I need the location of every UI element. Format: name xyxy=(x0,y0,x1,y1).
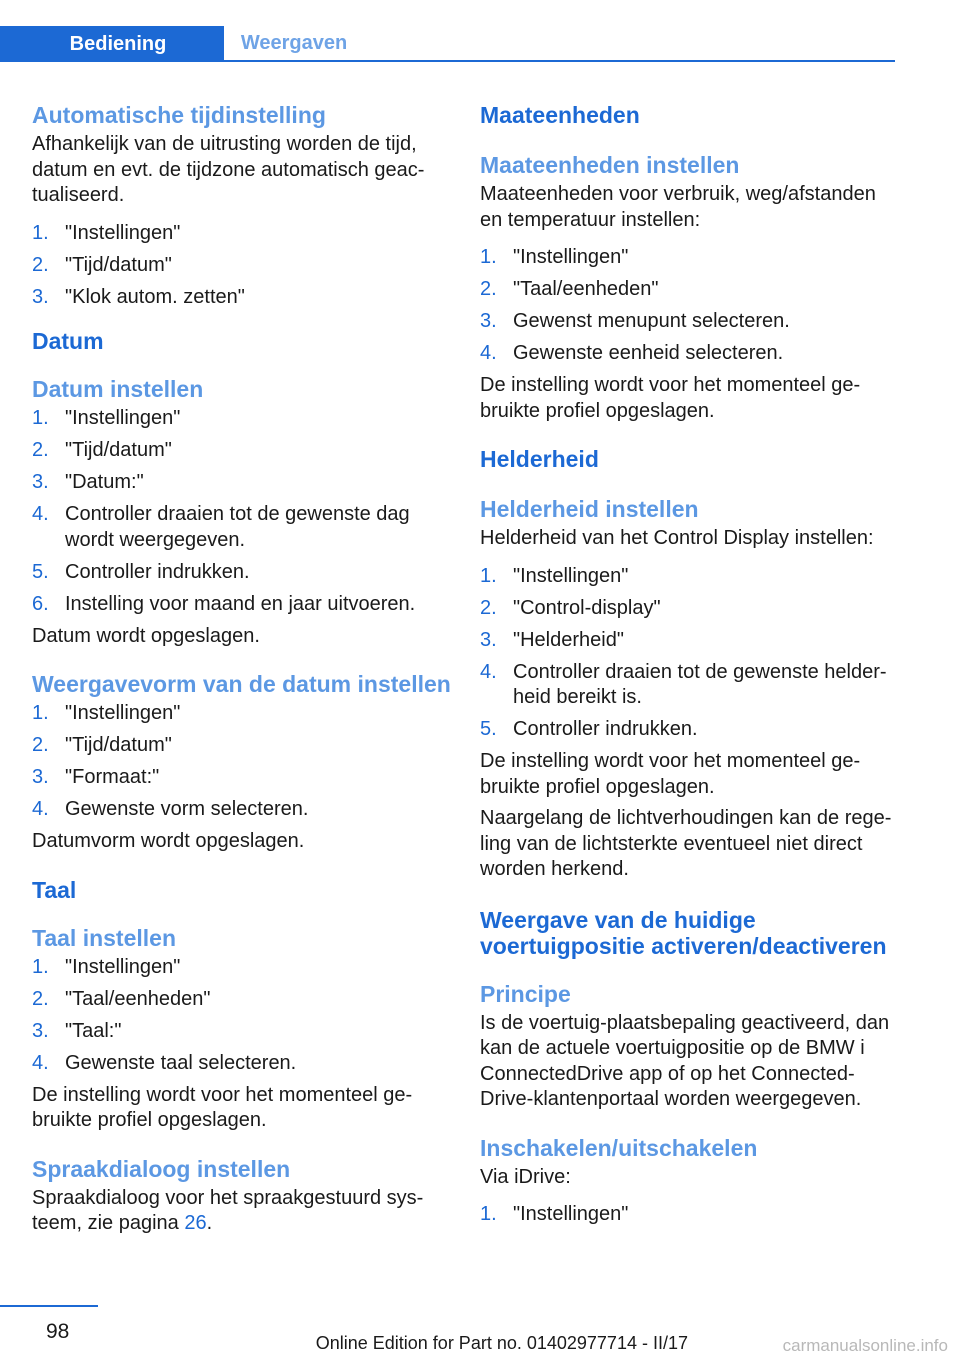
date-steps xyxy=(32,406,452,617)
step-number: 3. xyxy=(480,310,497,332)
step-number: 3. xyxy=(32,285,49,308)
tab-bediening[interactable]: Bediening xyxy=(0,26,224,62)
section-title-units: Maateenheden xyxy=(480,102,640,128)
brightness-note: Naargelang de lichtverhoudingen kan de rege‐ ling van de lichtsterkte eventueel niet direct worden herkend. xyxy=(480,807,892,880)
subsection-title-voice: Spraakdialoog instellen xyxy=(32,1155,291,1182)
units-steps xyxy=(480,245,895,367)
step-text: "Taal/eenheden" xyxy=(65,987,211,1010)
step-number: 1. xyxy=(480,1203,497,1225)
list-item xyxy=(32,987,452,1013)
list-item xyxy=(32,592,452,618)
step-number: 5. xyxy=(480,718,497,740)
subsection-title-principle: Principe xyxy=(480,980,571,1007)
step-number: 1. xyxy=(480,564,497,587)
page-number: 98 xyxy=(46,1320,70,1343)
step-text: "Instellingen" xyxy=(65,702,181,724)
subsection-title-language-set: Taal instellen xyxy=(32,924,177,951)
subsection-title-brightness-set: Helderheid instellen xyxy=(480,496,699,522)
language-steps xyxy=(32,955,452,1077)
edition-text: Online Edition for Part no. 01402977714 - II/17 xyxy=(315,1333,688,1353)
step-number: 6. xyxy=(32,592,49,615)
step-text: Gewenst menupunt selecteren. xyxy=(513,310,790,332)
step-text: "Instellingen" xyxy=(513,1203,629,1225)
list-item xyxy=(32,560,452,586)
step-number: 2. xyxy=(32,253,49,276)
step-text: "Taal/eenheden" xyxy=(513,278,659,300)
voice-text xyxy=(32,1186,452,1237)
step-number: 2. xyxy=(480,278,497,300)
date-result: Datum wordt opgeslagen. xyxy=(32,624,260,647)
step-number: 5. xyxy=(32,560,49,583)
voice-text-before: Spraakdialoog voor het spraakgestuurd sys‐ teem, zie pagina xyxy=(32,1186,424,1234)
list-item xyxy=(32,797,452,823)
step-number: 2. xyxy=(32,439,49,461)
step-number: 1. xyxy=(32,407,49,429)
step-number: 1. xyxy=(32,702,49,724)
step-number: 1. xyxy=(480,246,497,268)
step-number: 3. xyxy=(480,628,497,651)
list-item xyxy=(32,406,452,432)
step-text: "Tijd/datum" xyxy=(65,253,172,276)
right-column xyxy=(480,100,895,1234)
step-number: 2. xyxy=(32,734,49,756)
step-number: 4. xyxy=(480,660,497,683)
step-text: "Tijd/datum" xyxy=(65,439,172,461)
list-item xyxy=(32,470,452,496)
principle-text: Is de voertuig-plaatsbepaling geactiveerd, dan kan de actuele voertuigpositie op de BMW i ConnectedDrive app of op het Connected‐ Drive-klantenportaal worden weergegeven. xyxy=(480,1011,890,1110)
step-number: 3. xyxy=(32,1019,49,1042)
step-number: 4. xyxy=(480,342,497,364)
units-result: De instelling wordt voor het momenteel ge‐ bruikte profiel opgeslagen. xyxy=(480,374,861,422)
section-title-auto-time: Automatische tijdinstelling xyxy=(32,102,326,128)
list-item xyxy=(480,277,895,303)
subsection-title-date-format: Weergavevorm van de datum instellen xyxy=(32,671,451,697)
step-number: 4. xyxy=(32,1051,49,1074)
list-item xyxy=(480,564,895,590)
footer-rule xyxy=(0,1305,98,1307)
list-item xyxy=(480,309,895,335)
subsection-title-units-set: Maateenheden instellen xyxy=(480,152,740,178)
step-text: "Tijd/datum" xyxy=(65,734,172,756)
step-text: Controller indrukken. xyxy=(65,560,250,583)
list-item xyxy=(480,245,895,271)
switch-text: Via iDrive: xyxy=(480,1165,571,1188)
brightness-text: Helderheid van het Control Display instellen: xyxy=(480,527,874,549)
step-text: Controller draaien tot de gewenste helder‐ heid bereikt is. xyxy=(513,660,887,708)
list-item xyxy=(32,1019,452,1045)
step-number: 1. xyxy=(32,955,49,978)
step-number: 4. xyxy=(32,798,49,820)
list-item xyxy=(480,596,895,622)
list-item xyxy=(32,1051,452,1077)
auto-time-text: Afhankelijk van de uitrusting worden de tijd, datum en evt. de tijdzone automatisch geac‐ tualiseerd. xyxy=(32,133,425,206)
step-number: 2. xyxy=(480,596,497,619)
step-text: Gewenste eenheid selecteren. xyxy=(513,342,784,364)
step-number: 2. xyxy=(32,987,49,1010)
list-item xyxy=(32,285,452,311)
section-title-brightness: Helderheid xyxy=(480,446,599,472)
step-number: 3. xyxy=(32,471,49,493)
list-item xyxy=(32,502,452,553)
list-item xyxy=(480,1202,895,1228)
subsection-title-date-set: Datum instellen xyxy=(32,376,204,402)
date-format-result: Datumvorm wordt opgeslagen. xyxy=(32,830,305,852)
step-text: Instelling voor maand en jaar uitvoeren. xyxy=(65,592,416,615)
section-title-position: Weergave van de huidige voertuigpositie activeren/deactiveren xyxy=(480,906,887,959)
left-column xyxy=(32,100,452,1237)
switch-steps xyxy=(480,1202,895,1228)
section-title-language: Taal xyxy=(32,876,77,903)
header-rule xyxy=(0,60,895,62)
step-number: 4. xyxy=(32,503,49,525)
section-title-date: Datum xyxy=(32,328,104,354)
page-link[interactable]: 26 xyxy=(184,1212,207,1234)
brightness-result: De instelling wordt voor het momenteel ge‐ bruikte profiel opgeslagen. xyxy=(480,750,861,798)
header-tabbar xyxy=(0,26,895,62)
step-text: "Helderheid" xyxy=(513,628,624,651)
voice-text-after: . xyxy=(206,1212,213,1234)
step-text: "Instellingen" xyxy=(65,955,181,978)
list-item xyxy=(480,628,895,654)
list-item xyxy=(32,733,452,759)
units-text: Maateenheden voor verbruik, weg/afstanden en temperatuur instellen: xyxy=(480,183,876,231)
list-item xyxy=(32,765,452,791)
watermark: carmanualsonline.info xyxy=(782,1336,948,1355)
auto-time-steps xyxy=(32,221,452,311)
step-text: "Instellingen" xyxy=(513,246,629,268)
step-text: "Formaat:" xyxy=(65,766,160,788)
step-text: Controller draaien tot de gewenste dag wordt weergegeven. xyxy=(65,503,410,551)
tab-weergaven[interactable]: Weergaven xyxy=(240,31,348,54)
list-item xyxy=(480,660,895,711)
step-text: "Instellingen" xyxy=(65,407,181,429)
step-text: "Taal:" xyxy=(65,1019,122,1042)
step-text: Gewenste vorm selecteren. xyxy=(65,798,309,820)
step-text: "Klok autom. zetten" xyxy=(65,285,245,308)
list-item xyxy=(32,701,452,727)
step-text: "Control-display" xyxy=(513,596,661,619)
subsection-title-switch: Inschakelen/uitschakelen xyxy=(480,1134,758,1161)
list-item xyxy=(32,438,452,464)
list-item xyxy=(32,253,452,279)
list-item xyxy=(32,221,452,247)
brightness-steps xyxy=(480,564,895,743)
list-item xyxy=(480,717,895,743)
step-text: "Instellingen" xyxy=(513,564,629,587)
language-result: De instelling wordt voor het momenteel ge‐ bruikte profiel opgeslagen. xyxy=(32,1083,413,1131)
step-text: "Datum:" xyxy=(65,471,144,493)
step-text: Controller indrukken. xyxy=(513,718,698,740)
step-number: 1. xyxy=(32,221,49,244)
list-item xyxy=(480,341,895,367)
date-format-steps xyxy=(32,701,452,823)
step-text: "Instellingen" xyxy=(65,221,181,244)
step-number: 3. xyxy=(32,766,49,788)
step-text: Gewenste taal selecteren. xyxy=(65,1051,297,1074)
list-item xyxy=(32,955,452,981)
